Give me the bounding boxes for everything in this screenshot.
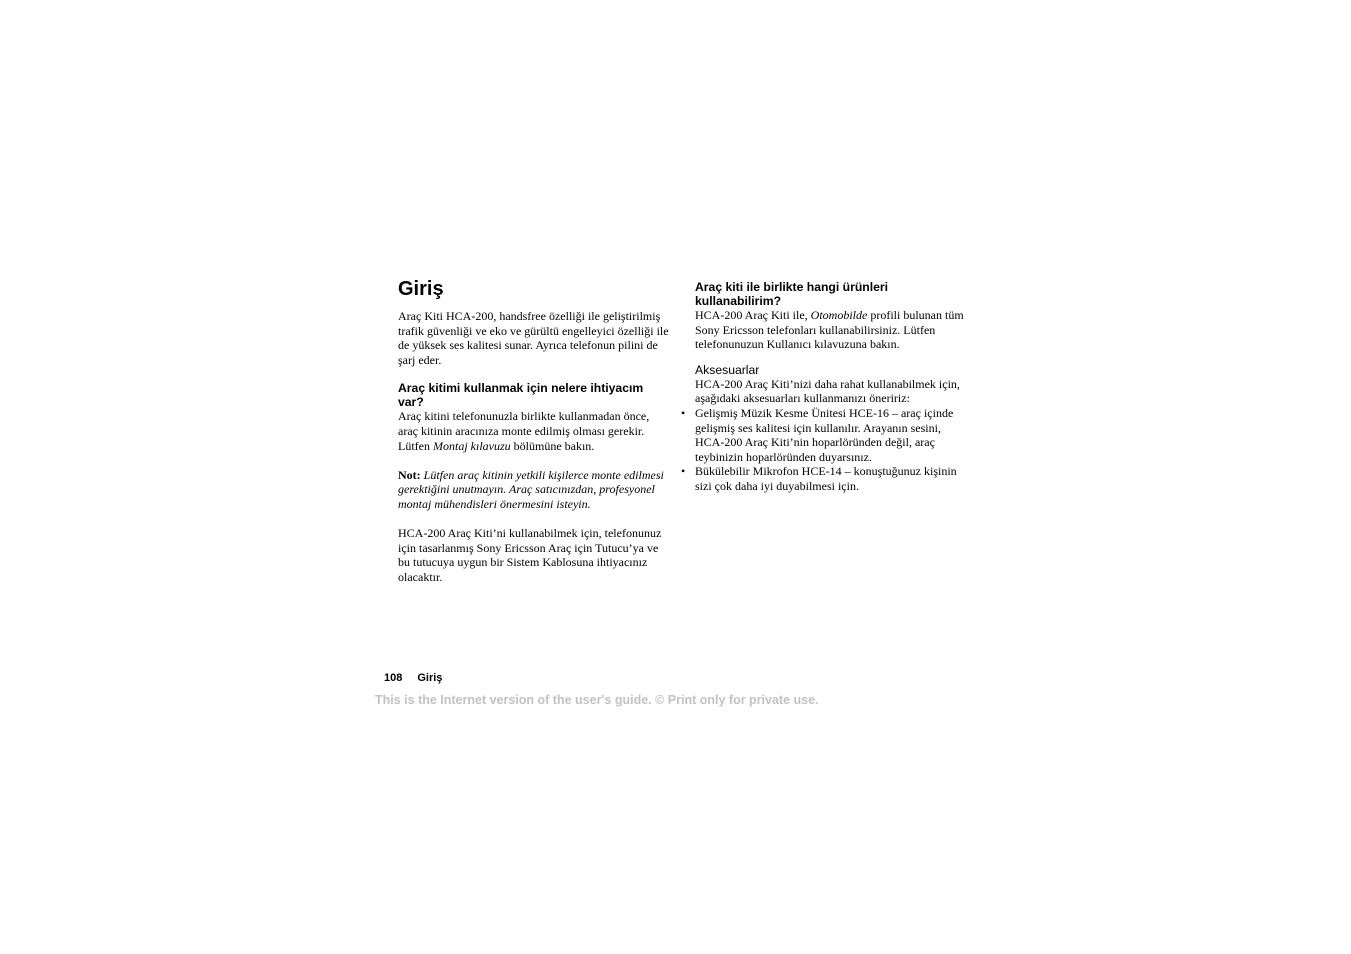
- requirements-paragraph: [398, 409, 670, 453]
- note-text: Lütfen araç kitinin yetkili kişilerce monte edilmesi gerektiğini unutmayın. Araç satıcınızdan, profesyonel montaj mühendisleri önermesini isteyin.: [398, 467, 664, 511]
- footer-section-name: Giriş: [417, 672, 443, 684]
- right-column: [681, 280, 967, 494]
- accessory-text: Gelişmiş Müzik Kesme Ünitesi HCE-16 – araç içinde gelişmiş ses kalitesi için kullanılır. Arayanın sesini, HCA-200 Araç Kiti’nin hoparlöründen değil, araç teybinizin hoparlöründen duyarsınız.: [695, 405, 954, 464]
- compatible-text-start: HCA-200 Araç Kiti ile,: [695, 308, 811, 322]
- accessories-intro: HCA-200 Araç Kiti’nizi daha rahat kullanabilmek için, aşağıdaki aksesuarları kullanmanızı öneririz:: [695, 376, 960, 406]
- accessory-text: Bükülebilir Mikrofon HCE-14 – konuştuğunuz kişinin sizi çok daha iyi duyabilmesi için.: [695, 464, 957, 493]
- installation-guide-reference: Montaj kılavuzu: [433, 438, 511, 453]
- compatible-products-paragraph: [695, 308, 967, 352]
- intro-paragraph: Araç Kiti HCA-200, handsfree özelliği ile geliştirilmiş trafik güvenliği ve eko ve gürültü engelleyici özelliği ile de yüksek ses kalitesi sunar. Ayrıca telefonun pilini de şarj eder.: [398, 309, 669, 367]
- list-item: [681, 464, 967, 493]
- bullet-icon: •: [681, 405, 686, 420]
- section-heading-compatible-products: Araç kiti ile birlikte hangi ürünleri kullanabilirim?: [695, 280, 889, 308]
- page-number: 108: [384, 672, 403, 684]
- accessories-list: [681, 405, 967, 494]
- list-item: [681, 405, 967, 464]
- compatible-text-end: profili bulunan tüm Sony Ericsson telefonları kullanabilirsiniz. Lütfen telefonunuzun Kullanıcı kılavuzuna bakın.: [695, 308, 964, 352]
- page-footer: [384, 672, 442, 685]
- page-title: Giriş: [398, 278, 444, 300]
- left-column: [398, 277, 670, 584]
- requirements-text-start: Araç kitini telefonunuzla birlikte kullanmadan önce, araç kitinin aracınıza monte edilmiş olması gerekir. Lütfen: [398, 409, 650, 453]
- note-label: Not:: [398, 467, 421, 482]
- internet-version-disclaimer: This is the Internet version of the user's guide. © Print only for private use.: [375, 693, 819, 707]
- closing-paragraph: HCA-200 Araç Kiti’ni kullanabilmek için, telefonunuz için tasarlanmış Sony Ericsson Araç için Tutucu’ya ve bu tutucuya uygun bir Sistem Kablosuna ihtiyacınız olacaktır.: [398, 525, 662, 584]
- profile-name: Otomobilde: [810, 308, 868, 322]
- section-heading-requirements: Araç kitimi kullanmak için nelere ihtiyacım var?: [398, 381, 644, 410]
- note-paragraph: [398, 468, 670, 512]
- requirements-text-end: bölümüne bakın.: [510, 438, 595, 453]
- bullet-icon: •: [681, 464, 686, 479]
- accessories-heading: Aksesuarlar: [695, 362, 760, 377]
